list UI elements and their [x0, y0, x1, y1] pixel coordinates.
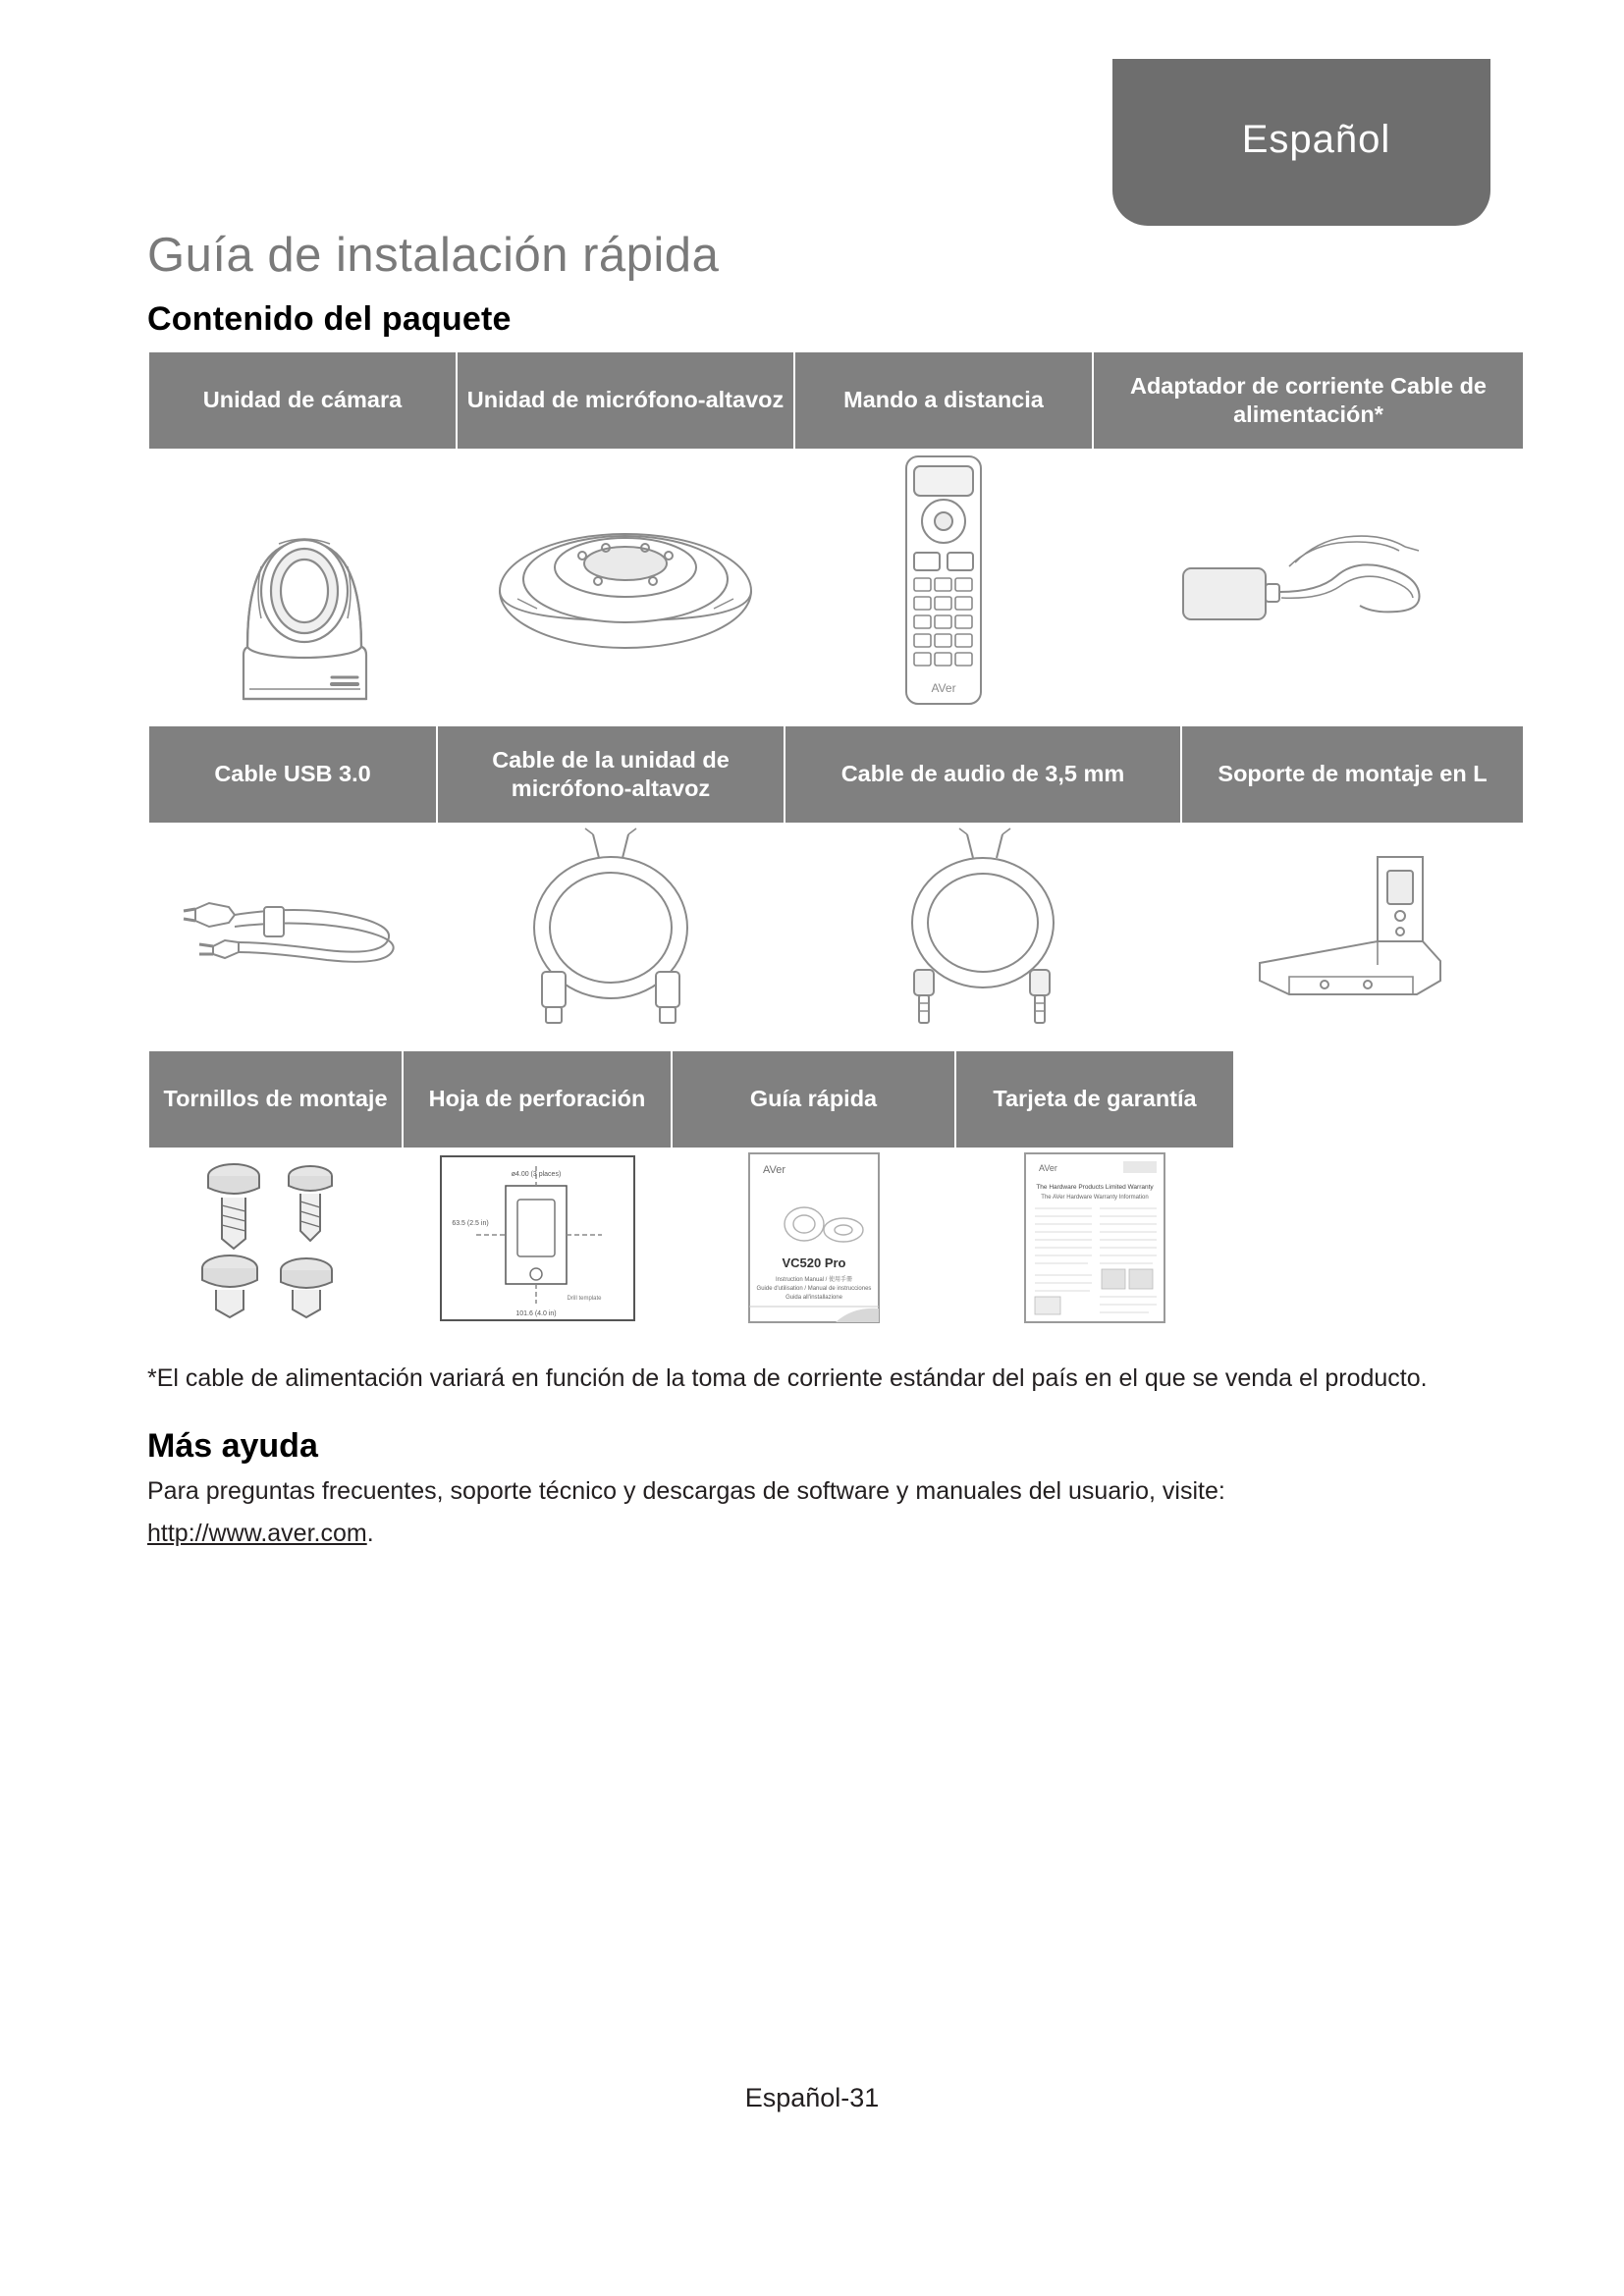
- cell-usb-cable: [148, 824, 437, 1036]
- aver-website-link[interactable]: http://www.aver.com: [147, 1520, 367, 1548]
- header-power-adapter: Adaptador de corriente Cable de alimentación*: [1093, 351, 1524, 450]
- footer-page-label: Español-31: [744, 2083, 880, 2112]
- svg-text:The AVer Hardware Warranty Inf: The AVer Hardware Warranty Information: [1041, 1195, 1149, 1201]
- mounting-screws-image: [148, 1154, 403, 1321]
- header-usb-cable: Cable USB 3.0: [148, 725, 437, 824]
- header-camera-unit: Unidad de cámara: [148, 351, 457, 450]
- language-tab-label: Español: [1241, 117, 1391, 161]
- drill-template-image: [403, 1152, 672, 1324]
- svg-text:VC520 Pro: VC520 Pro: [781, 1255, 846, 1270]
- cell-audio-cable: [785, 824, 1181, 1036]
- l-mount-bracket-image: [1181, 847, 1524, 1014]
- cell-warranty-card: [955, 1148, 1234, 1326]
- svg-text:AVer: AVer: [762, 1164, 785, 1176]
- package-contents-table-1: [147, 350, 1525, 711]
- power-cable-footnote: *El cable de alimentación variará en función de la toma de corriente estándar del país en el que se venda el producto.: [147, 1364, 1428, 1392]
- svg-text:AVer: AVer: [931, 681, 956, 695]
- more-help-link-line: [147, 1516, 1483, 1553]
- table-header-row: [148, 725, 1524, 824]
- header-audio-cable: Cable de audio de 3,5 mm: [785, 725, 1181, 824]
- cell-mounting-screws: [148, 1148, 403, 1326]
- usb-cable-image: [148, 832, 437, 1029]
- svg-text:Drill template: Drill template: [566, 1295, 602, 1302]
- table-image-row: [148, 1148, 1234, 1326]
- header-warranty-card: Tarjeta de garantía: [955, 1050, 1234, 1148]
- page-footer: [0, 2083, 1624, 2113]
- page-title: Guía de instalación rápida: [147, 229, 720, 282]
- section-heading-more-help: Más ayuda: [147, 1426, 318, 1465]
- cell-speakerphone-cable: [437, 824, 785, 1036]
- cell-quick-guide: [672, 1148, 955, 1326]
- remote-control-image: [794, 451, 1093, 711]
- cell-remote-control: [794, 450, 1093, 711]
- link-suffix: .: [366, 1520, 374, 1548]
- power-adapter-image: [1093, 507, 1524, 655]
- warranty-card-image: [955, 1149, 1234, 1326]
- header-mounting-screws: Tornillos de montaje: [148, 1050, 403, 1148]
- quick-guide-image: [672, 1149, 955, 1326]
- svg-text:The Hardware Products Limited: The Hardware Products Limited Warranty: [1036, 1184, 1154, 1191]
- table-header-row: [148, 1050, 1234, 1148]
- header-drill-template: Hoja de perforación: [403, 1050, 672, 1148]
- svg-text:ø4.00 (3 places): ø4.00 (3 places): [511, 1170, 561, 1178]
- svg-text:Guida all'installazione: Guida all'installazione: [785, 1295, 842, 1301]
- header-l-mount-bracket: Soporte de montaje en L: [1181, 725, 1524, 824]
- section-heading-package-contents: Contenido del paquete: [147, 300, 512, 338]
- cell-l-mount-bracket: [1181, 824, 1524, 1036]
- header-remote-control: Mando a distancia: [794, 351, 1093, 450]
- cell-drill-template: [403, 1148, 672, 1326]
- table-header-row: [148, 351, 1524, 450]
- cell-speakerphone-unit: [457, 450, 794, 711]
- table-image-row: [148, 450, 1524, 711]
- speakerphone-unit-image: [457, 483, 794, 679]
- header-speakerphone-unit: Unidad de micrófono-altavoz: [457, 351, 794, 450]
- svg-text:Instruction Manual / 使用手冊: Instruction Manual / 使用手冊: [775, 1277, 852, 1283]
- header-speakerphone-cable: Cable de la unidad de micrófono-altavoz: [437, 725, 785, 824]
- more-help-text: Para preguntas frecuentes, soporte técnico y descargas de software y manuales del usuario, visite:: [147, 1476, 1225, 1505]
- page-content: [147, 0, 1488, 1553]
- camera-unit-image: [148, 454, 457, 709]
- svg-text:101.6 (4.0 in): 101.6 (4.0 in): [514, 1309, 557, 1317]
- svg-text:AVer: AVer: [1039, 1163, 1057, 1173]
- audio-cable-image: [785, 825, 1181, 1036]
- header-quick-guide: Guía rápida: [672, 1050, 955, 1148]
- cell-power-adapter: [1093, 450, 1524, 711]
- speakerphone-cable-image: [437, 825, 785, 1036]
- svg-text:Guide d'utilisation / Manual d: Guide d'utilisation / Manual de instrucciones: [756, 1286, 871, 1292]
- svg-text:63.5 (2.5 in): 63.5 (2.5 in): [451, 1219, 489, 1227]
- package-contents-table-2: [147, 724, 1525, 1036]
- cell-camera-unit: [148, 450, 457, 711]
- package-contents-table-3: [147, 1049, 1235, 1326]
- table-image-row: [148, 824, 1524, 1036]
